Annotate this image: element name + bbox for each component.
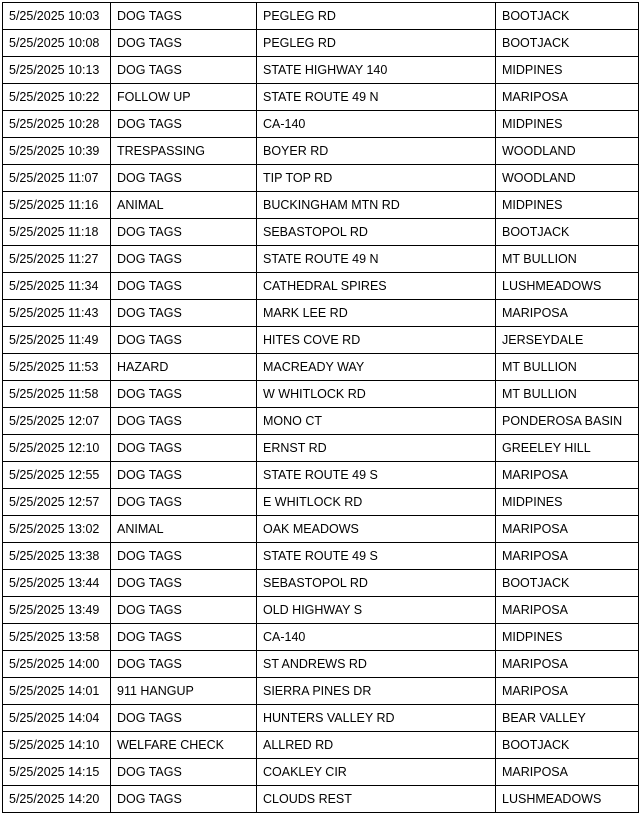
datetime-cell: 5/25/2025 11:18 (3, 219, 111, 246)
address-cell: PEGLEG RD (257, 30, 496, 57)
area-cell: LUSHMEADOWS (496, 273, 639, 300)
datetime-cell: 5/25/2025 10:28 (3, 111, 111, 138)
table-row (3, 273, 639, 300)
datetime-cell: 5/25/2025 12:10 (3, 435, 111, 462)
address-cell: CA-140 (257, 111, 496, 138)
table-row (3, 84, 639, 111)
table-row (3, 435, 639, 462)
address-cell: STATE ROUTE 49 N (257, 246, 496, 273)
datetime-cell: 5/25/2025 13:38 (3, 543, 111, 570)
address-cell: COAKLEY CIR (257, 759, 496, 786)
table-row (3, 705, 639, 732)
datetime-cell: 5/25/2025 14:04 (3, 705, 111, 732)
table-row (3, 57, 639, 84)
area-cell: BOOTJACK (496, 219, 639, 246)
area-cell: MARIPOSA (496, 651, 639, 678)
incident-type-cell: DOG TAGS (111, 300, 257, 327)
address-cell: OAK MEADOWS (257, 516, 496, 543)
datetime-cell: 5/25/2025 12:57 (3, 489, 111, 516)
area-cell: WOODLAND (496, 165, 639, 192)
area-cell: MARIPOSA (496, 759, 639, 786)
area-cell: LUSHMEADOWS (496, 786, 639, 813)
table-row (3, 165, 639, 192)
area-cell: BOOTJACK (496, 30, 639, 57)
incident-type-cell: ANIMAL (111, 516, 257, 543)
incident-type-cell: DOG TAGS (111, 759, 257, 786)
datetime-cell: 5/25/2025 11:34 (3, 273, 111, 300)
incident-type-cell: TRESPASSING (111, 138, 257, 165)
area-cell: BEAR VALLEY (496, 705, 639, 732)
datetime-cell: 5/25/2025 10:08 (3, 30, 111, 57)
table-row (3, 759, 639, 786)
datetime-cell: 5/25/2025 11:16 (3, 192, 111, 219)
table-row (3, 624, 639, 651)
table-row (3, 300, 639, 327)
address-cell: HITES COVE RD (257, 327, 496, 354)
incident-type-cell: DOG TAGS (111, 462, 257, 489)
address-cell: E WHITLOCK RD (257, 489, 496, 516)
incident-type-cell: DOG TAGS (111, 219, 257, 246)
incident-type-cell: DOG TAGS (111, 651, 257, 678)
datetime-cell: 5/25/2025 13:02 (3, 516, 111, 543)
incident-type-cell: DOG TAGS (111, 786, 257, 813)
table-row (3, 678, 639, 705)
datetime-cell: 5/25/2025 14:01 (3, 678, 111, 705)
table-row (3, 219, 639, 246)
table-row (3, 570, 639, 597)
table-row (3, 111, 639, 138)
datetime-cell: 5/25/2025 12:55 (3, 462, 111, 489)
address-cell: STATE ROUTE 49 S (257, 543, 496, 570)
area-cell: BOOTJACK (496, 570, 639, 597)
datetime-cell: 5/25/2025 10:39 (3, 138, 111, 165)
area-cell: PONDEROSA BASIN (496, 408, 639, 435)
area-cell: MIDPINES (496, 489, 639, 516)
datetime-cell: 5/25/2025 11:53 (3, 354, 111, 381)
incident-type-cell: DOG TAGS (111, 3, 257, 30)
datetime-cell: 5/25/2025 14:10 (3, 732, 111, 759)
area-cell: MT BULLION (496, 246, 639, 273)
incident-type-cell: FOLLOW UP (111, 84, 257, 111)
area-cell: BOOTJACK (496, 3, 639, 30)
incident-log-body (3, 3, 639, 813)
datetime-cell: 5/25/2025 14:20 (3, 786, 111, 813)
address-cell: CATHEDRAL SPIRES (257, 273, 496, 300)
address-cell: SEBASTOPOL RD (257, 219, 496, 246)
area-cell: MARIPOSA (496, 543, 639, 570)
datetime-cell: 5/25/2025 10:13 (3, 57, 111, 84)
datetime-cell: 5/25/2025 14:00 (3, 651, 111, 678)
datetime-cell: 5/25/2025 11:27 (3, 246, 111, 273)
incident-type-cell: DOG TAGS (111, 57, 257, 84)
address-cell: SEBASTOPOL RD (257, 570, 496, 597)
address-cell: MACREADY WAY (257, 354, 496, 381)
table-row (3, 543, 639, 570)
datetime-cell: 5/25/2025 12:07 (3, 408, 111, 435)
incident-type-cell: WELFARE CHECK (111, 732, 257, 759)
incident-type-cell: 911 HANGUP (111, 678, 257, 705)
table-row (3, 516, 639, 543)
datetime-cell: 5/25/2025 13:49 (3, 597, 111, 624)
area-cell: MT BULLION (496, 381, 639, 408)
incident-type-cell: ANIMAL (111, 192, 257, 219)
datetime-cell: 5/25/2025 11:43 (3, 300, 111, 327)
incident-type-cell: DOG TAGS (111, 597, 257, 624)
datetime-cell: 5/25/2025 14:15 (3, 759, 111, 786)
table-row (3, 327, 639, 354)
area-cell: MIDPINES (496, 57, 639, 84)
table-row (3, 3, 639, 30)
incident-type-cell: DOG TAGS (111, 624, 257, 651)
incident-type-cell: DOG TAGS (111, 246, 257, 273)
datetime-cell: 5/25/2025 13:44 (3, 570, 111, 597)
area-cell: MARIPOSA (496, 678, 639, 705)
incident-type-cell: DOG TAGS (111, 327, 257, 354)
area-cell: JERSEYDALE (496, 327, 639, 354)
area-cell: WOODLAND (496, 138, 639, 165)
table-row (3, 246, 639, 273)
datetime-cell: 5/25/2025 11:49 (3, 327, 111, 354)
address-cell: ERNST RD (257, 435, 496, 462)
address-cell: OLD HIGHWAY S (257, 597, 496, 624)
datetime-cell: 5/25/2025 11:07 (3, 165, 111, 192)
incident-type-cell: DOG TAGS (111, 111, 257, 138)
address-cell: BOYER RD (257, 138, 496, 165)
incident-type-cell: DOG TAGS (111, 381, 257, 408)
address-cell: ST ANDREWS RD (257, 651, 496, 678)
area-cell: MIDPINES (496, 192, 639, 219)
area-cell: MARIPOSA (496, 300, 639, 327)
table-row (3, 30, 639, 57)
area-cell: MARIPOSA (496, 84, 639, 111)
incident-type-cell: DOG TAGS (111, 570, 257, 597)
incident-type-cell: DOG TAGS (111, 543, 257, 570)
datetime-cell: 5/25/2025 10:22 (3, 84, 111, 111)
table-row (3, 651, 639, 678)
incident-log-table (2, 2, 639, 813)
table-row (3, 732, 639, 759)
area-cell: MARIPOSA (496, 597, 639, 624)
address-cell: ALLRED RD (257, 732, 496, 759)
table-row (3, 381, 639, 408)
incident-type-cell: DOG TAGS (111, 435, 257, 462)
area-cell: MARIPOSA (496, 516, 639, 543)
table-row (3, 462, 639, 489)
area-cell: MARIPOSA (496, 462, 639, 489)
address-cell: CA-140 (257, 624, 496, 651)
address-cell: HUNTERS VALLEY RD (257, 705, 496, 732)
table-row (3, 192, 639, 219)
datetime-cell: 5/25/2025 13:58 (3, 624, 111, 651)
incident-type-cell: DOG TAGS (111, 489, 257, 516)
table-row (3, 354, 639, 381)
incident-type-cell: DOG TAGS (111, 165, 257, 192)
incident-type-cell: DOG TAGS (111, 273, 257, 300)
incident-type-cell: DOG TAGS (111, 30, 257, 57)
area-cell: BOOTJACK (496, 732, 639, 759)
area-cell: MIDPINES (496, 624, 639, 651)
table-row (3, 408, 639, 435)
table-row (3, 597, 639, 624)
address-cell: STATE HIGHWAY 140 (257, 57, 496, 84)
address-cell: MARK LEE RD (257, 300, 496, 327)
table-row (3, 138, 639, 165)
datetime-cell: 5/25/2025 11:58 (3, 381, 111, 408)
address-cell: STATE ROUTE 49 S (257, 462, 496, 489)
address-cell: PEGLEG RD (257, 3, 496, 30)
incident-type-cell: DOG TAGS (111, 408, 257, 435)
address-cell: MONO CT (257, 408, 496, 435)
area-cell: MT BULLION (496, 354, 639, 381)
table-row (3, 786, 639, 813)
address-cell: STATE ROUTE 49 N (257, 84, 496, 111)
address-cell: CLOUDS REST (257, 786, 496, 813)
address-cell: TIP TOP RD (257, 165, 496, 192)
datetime-cell: 5/25/2025 10:03 (3, 3, 111, 30)
address-cell: W WHITLOCK RD (257, 381, 496, 408)
address-cell: BUCKINGHAM MTN RD (257, 192, 496, 219)
table-row (3, 489, 639, 516)
area-cell: MIDPINES (496, 111, 639, 138)
area-cell: GREELEY HILL (496, 435, 639, 462)
address-cell: SIERRA PINES DR (257, 678, 496, 705)
incident-type-cell: DOG TAGS (111, 705, 257, 732)
incident-type-cell: HAZARD (111, 354, 257, 381)
